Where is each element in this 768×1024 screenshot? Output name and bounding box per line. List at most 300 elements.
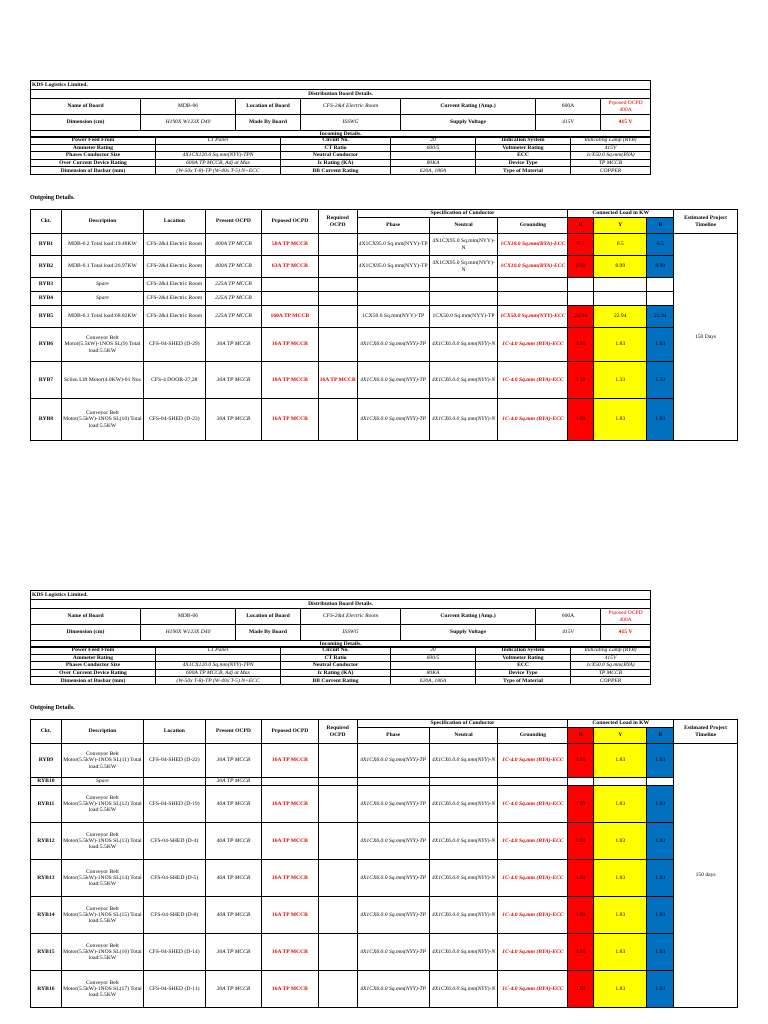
header-location: Location — [144, 720, 206, 744]
incoming-row — [31, 167, 651, 175]
present-ocpd-cell: 30A TP MCCB — [205, 744, 262, 778]
ckt-cell: RYB1 — [31, 234, 62, 256]
location-value: CFS-2&4 Electric Room — [301, 609, 401, 625]
load-b-cell: 1.83 — [647, 823, 674, 860]
load-y-cell: 1.83 — [594, 897, 647, 934]
neutral-cell: 4X1CX6.0.0 Sq.mm(NYY)-N — [429, 823, 498, 860]
current-value: 600A — [536, 609, 601, 625]
incoming-value — [156, 144, 281, 152]
neutral-cell — [429, 292, 498, 306]
ckt-cell: RYB10 — [31, 778, 62, 786]
present-ocpd-cell: 400A TP MCCB — [205, 256, 262, 278]
incoming-value: 4X1CX120.0 Sq.mm(NYY)-TPN — [156, 152, 281, 160]
present-ocpd-cell: 30A TP MCCB — [205, 328, 262, 362]
load-r-cell — [568, 278, 594, 292]
load-y-cell: 22.94 — [594, 306, 647, 328]
load-r-cell: 22.94 — [568, 306, 594, 328]
header-ckt: Ckt. — [31, 720, 62, 744]
incoming-value: 600/5 — [391, 144, 476, 152]
required-ocpd-cell — [318, 971, 357, 1008]
header-y: Y — [594, 218, 647, 234]
required-ocpd-cell — [318, 860, 357, 897]
location-cell: CFS-04-SHED (D-4) — [144, 823, 206, 860]
present-ocpd-cell: 40A TP MCCB — [205, 823, 262, 860]
incoming-label: Device Type — [476, 669, 571, 677]
ckt-cell: RYB6 — [31, 328, 62, 362]
phase-cell: 4X1CX6.0.0 Sq.mm(NYY)-TP — [357, 362, 429, 399]
proposed-ocpd: Prposed OCPD 400A — [601, 99, 651, 115]
location-cell: CFS-2&4 Electric Room — [144, 306, 206, 328]
proposed-ocpd-cell — [262, 278, 319, 292]
outgoing-label-1: Outgoing Details. — [30, 195, 75, 201]
load-r-cell: 1.83 — [568, 744, 594, 778]
load-b-cell: 1.83 — [647, 860, 674, 897]
load-y-cell: 6.5 — [594, 234, 647, 256]
location-cell: CFS-4 DOOR-27,28 — [144, 362, 206, 399]
phase-cell: 4X1CX6.0.0 Sq.mm(NYY)-TP — [357, 744, 429, 778]
description-cell: Conveyor Belt Motor(5.5kW)-1NOS SL(10) Total load:5.5KW — [61, 399, 143, 441]
proposed-ocpd-cell: 16A TP MCCB — [262, 328, 319, 362]
header-description: Description — [61, 210, 143, 234]
description-cell: Spare — [61, 278, 143, 292]
section-title: Distribution Board Details. — [31, 90, 651, 99]
table-row — [31, 934, 738, 971]
grounding-cell: 1CX50.0 Sq.mm(NYY)-ECC — [498, 306, 568, 328]
incoming-value: LT Panel — [156, 137, 281, 145]
outgoing-table-1 — [30, 209, 738, 441]
load-r-cell: 1.83 — [568, 860, 594, 897]
incoming-label: Type of Material — [476, 677, 571, 685]
supply-red: 415 V — [601, 115, 651, 131]
supply-red: 415 V — [601, 625, 651, 641]
load-b-cell — [647, 778, 674, 786]
proposed-ocpd-cell: 16A TP MCCB — [262, 744, 319, 778]
header-grounding: Grounding — [498, 218, 568, 234]
table-row — [31, 744, 738, 778]
timeline-cell: 150 days — [674, 744, 738, 1008]
phase-cell: 4X1CX6.0.0 Sq.mm(NYY)-TP — [357, 934, 429, 971]
table-row — [31, 823, 738, 860]
incoming-label: Circuit No. — [281, 137, 391, 145]
incoming-value — [391, 662, 476, 670]
required-ocpd-cell — [318, 292, 357, 306]
description-cell: Spare — [61, 778, 143, 786]
header-phase: Phase — [357, 218, 429, 234]
description-cell: Conveyor Belt Motor(5.5kW)-1NOS SL(13) Total load:5.5KW — [61, 823, 143, 860]
load-b-cell: 1.83 — [647, 786, 674, 823]
dimension-label: Dimension (cm) — [31, 625, 141, 641]
location-cell: CFS-04-SHED (D-8) — [144, 897, 206, 934]
incoming-value: 80KA — [391, 669, 476, 677]
incoming-row — [31, 144, 651, 152]
location-cell: CFS-04-SHED (D-14) — [144, 934, 206, 971]
incoming-label: Type of Material — [476, 167, 571, 175]
incoming-value: (W-50x T-8)-TP (W-40x T-5) N+ECC — [156, 677, 281, 685]
incoming-label: Dimension of Busbar (mm) — [31, 167, 156, 175]
table-row — [31, 860, 738, 897]
required-ocpd-cell — [318, 744, 357, 778]
grounding-cell: 1C-4.0 Sq.mm (BYA)-ECC — [498, 362, 568, 399]
table-row — [31, 399, 738, 441]
neutral-cell: 4X1CX6.0.0 Sq.mm(NYY)-N — [429, 744, 498, 778]
grounding-cell: 1CX10.0 Sq.mm(BYA)-ECC — [498, 256, 568, 278]
neutral-cell: 4X1CX6.0.0 Sq.mm(NYY)-N — [429, 971, 498, 1008]
company-name: KDS Logistics Limited. — [31, 81, 651, 90]
incoming-value: 415V — [571, 144, 651, 152]
present-ocpd-cell: 30A TP MCCB — [205, 778, 262, 786]
present-ocpd-cell: 225A TP MCCB — [205, 278, 262, 292]
description-cell: MDB-6.1 Total load:26.97KW — [61, 256, 143, 278]
grounding-cell — [498, 278, 568, 292]
load-b-cell — [647, 278, 674, 292]
incoming-label: Phases Conductor Size — [31, 152, 156, 160]
madeby-value: ISSWG — [301, 625, 401, 641]
incoming-title: Incoming Details. — [31, 641, 651, 648]
location-cell: CFS-2&4 Electric Room — [144, 278, 206, 292]
load-r-cell: 1.33 — [568, 362, 594, 399]
grounding-cell: 1C-4.0 Sq.mm (BYA)-ECC — [498, 934, 568, 971]
present-ocpd-cell: 30A TP MCCB — [205, 934, 262, 971]
location-cell: CFS-04-SHED (D-11) — [144, 971, 206, 1008]
header-neutral: Neutral — [429, 728, 498, 744]
header-present-ocpd: Present OCPD — [205, 720, 262, 744]
proposed-ocpd: Prposed OCPD 400A — [601, 609, 651, 625]
grounding-cell: 1C-4.0 Sq.mm (BYA)-ECC — [498, 399, 568, 441]
neutral-cell: 4X1CX6.0.0 Sq.mm(NYY)-N — [429, 362, 498, 399]
location-cell: CFS-04-SHED (D-19) — [144, 786, 206, 823]
incoming-label: Power Feed From — [31, 647, 156, 655]
load-b-cell: 1.83 — [647, 897, 674, 934]
neutral-cell: 1CX50.0 Sq.mm(NYY)-TP — [429, 306, 498, 328]
grounding-cell: 1C-4.0 Sq.mm (BYA)-ECC — [498, 786, 568, 823]
phase-cell: 4X1CX6.0.0 Sq.mm(NYY)-TP — [357, 860, 429, 897]
phase-cell: 4X1CX6.0.0 Sq.mm(NYY)-TP — [357, 897, 429, 934]
incoming-label: Ammeter Rating — [31, 654, 156, 662]
incoming-value: 600/5 — [391, 654, 476, 662]
grounding-cell: 1C-4.0 Sq.mm (BYA)-ECC — [498, 971, 568, 1008]
proposed-ocpd-cell: 16A TP MCCB — [262, 786, 319, 823]
phase-cell — [357, 778, 429, 786]
incoming-label: Ammeter Rating — [31, 144, 156, 152]
required-ocpd-cell — [318, 934, 357, 971]
incoming-row — [31, 647, 651, 655]
incoming-row — [31, 137, 651, 145]
required-ocpd-cell — [318, 306, 357, 328]
location-label: Location of Board — [236, 99, 301, 115]
grounding-cell: 1C-4.0 Sq.mm (BYA)-ECC — [498, 328, 568, 362]
header-proposed-ocpd: Prposed OCPD — [262, 720, 319, 744]
header-description: Description — [61, 720, 143, 744]
table-row — [31, 292, 738, 306]
load-r-cell — [568, 292, 594, 306]
incoming-value: COPPER — [571, 677, 651, 685]
incoming-label: Indication System — [476, 647, 571, 655]
grounding-cell: 1C-4.0 Sq.mm (BYA)-ECC — [498, 744, 568, 778]
header-timeline: Estimated Project Timeline — [674, 210, 738, 234]
current-value: 600A — [536, 99, 601, 115]
incoming-value: 1cX50.0 Sq.mm(BYA) — [571, 662, 651, 670]
outgoing-table-2 — [30, 719, 738, 1008]
incoming-row — [31, 159, 651, 167]
ckt-cell: RYB12 — [31, 823, 62, 860]
incoming-label: Neutral Conductor — [281, 152, 391, 160]
proposed-ocpd-cell: 63A TP MCCB — [262, 256, 319, 278]
ckt-cell: RYB11 — [31, 786, 62, 823]
header-spec: Specification of Conductor — [357, 210, 568, 218]
incoming-value: 620A, 186A — [391, 167, 476, 175]
incoming-value: 600A TP MCCB, Adj at Max — [156, 159, 281, 167]
incoming-row — [31, 152, 651, 160]
table-row — [31, 278, 738, 292]
phase-cell: 4X1CX95.0 Sq.mm(NYY)-TP — [357, 234, 429, 256]
incoming-value: 620A, 186A — [391, 677, 476, 685]
proposed-ocpd-cell: 10A TP MCCB — [262, 362, 319, 399]
location-cell: CFS-2&4 Electric Room — [144, 292, 206, 306]
required-ocpd-cell — [318, 234, 357, 256]
incoming-row — [31, 669, 651, 677]
load-r-cell: 1.83 — [568, 399, 594, 441]
load-r-cell: 1.83 — [568, 786, 594, 823]
grounding-cell — [498, 292, 568, 306]
location-label: Location of Board — [236, 609, 301, 625]
grounding-cell — [498, 778, 568, 786]
present-ocpd-cell: 30A TP MCCB — [205, 362, 262, 399]
table-row — [31, 328, 738, 362]
load-y-cell — [594, 292, 647, 306]
ckt-cell: RYB2 — [31, 256, 62, 278]
load-r-cell: 1.83 — [568, 971, 594, 1008]
incoming-value: 600A TP MCCB, Adj at Max — [156, 669, 281, 677]
header-y: Y — [594, 728, 647, 744]
header-b: B — [647, 218, 674, 234]
header-proposed-ocpd: Prposed OCPD — [262, 210, 319, 234]
ckt-cell: RYB9 — [31, 744, 62, 778]
incoming-label: ECC — [476, 152, 571, 160]
proposed-ocpd-cell: 50A TP MCCB — [262, 234, 319, 256]
phase-cell: 4X1CX6.0.0 Sq.mm(NYY)-TP — [357, 399, 429, 441]
present-ocpd-cell: 30A TP MCCB — [205, 399, 262, 441]
phase-cell — [357, 292, 429, 306]
load-b-cell — [647, 292, 674, 306]
section-title: Distribution Board Details. — [31, 600, 651, 609]
incoming-value: LT Panel — [156, 647, 281, 655]
ckt-cell: RYB4 — [31, 292, 62, 306]
header-connected-load: Connected Load in KW — [568, 720, 674, 728]
incoming-title: Incoming Details. — [31, 131, 651, 138]
proposed-ocpd-cell — [262, 292, 319, 306]
location-value: CFS-2&4 Electric Room — [301, 99, 401, 115]
name-label: Name of Board — [31, 609, 141, 625]
load-b-cell: 1.83 — [647, 971, 674, 1008]
madeby-label: Made By Board — [236, 115, 301, 131]
header-r: R — [568, 218, 594, 234]
description-cell: Spare — [61, 292, 143, 306]
load-y-cell: 1.83 — [594, 971, 647, 1008]
description-cell: Conveyor Belt Motor(5.5kW)-1NOS SL(16) Total load:5.5KW — [61, 934, 143, 971]
present-ocpd-cell: 40A TP MCCB — [205, 786, 262, 823]
incoming-label: Indication System — [476, 137, 571, 145]
proposed-ocpd-cell — [262, 778, 319, 786]
neutral-cell: 4X1CX6.0.0 Sq.mm(NYY)-N — [429, 897, 498, 934]
required-ocpd-cell — [318, 278, 357, 292]
ckt-cell: RYB14 — [31, 897, 62, 934]
incoming-value: TP MCCB — [571, 669, 651, 677]
incoming-label: Dimension of Busbar (mm) — [31, 677, 156, 685]
present-ocpd-cell: 40A TP MCCB — [205, 860, 262, 897]
grounding-cell: 1C-4.0 Sq.mm (BYA)-ECC — [498, 897, 568, 934]
neutral-cell: 4X1CX6.0.0 Sq.mm(NYY)-N — [429, 934, 498, 971]
incoming-value — [391, 152, 476, 160]
load-r-cell: 1.83 — [568, 897, 594, 934]
table-row — [31, 256, 738, 278]
present-ocpd-cell: 30A TP MCCB — [205, 971, 262, 1008]
incoming-row — [31, 662, 651, 670]
neutral-cell: 4X1CX6.0.0 Sq.mm(NYY)-N — [429, 328, 498, 362]
table-row — [31, 234, 738, 256]
name-value: MDB-06 — [141, 609, 236, 625]
load-y-cell: 1.83 — [594, 399, 647, 441]
current-label: Current Rating (Amp.) — [401, 99, 536, 115]
neutral-cell: 4X1CX6.0.0 Sq.mm(NYY)-N — [429, 399, 498, 441]
load-b-cell: 1.83 — [647, 744, 674, 778]
incoming-label: Power Feed From — [31, 137, 156, 145]
header-neutral: Neutral — [429, 218, 498, 234]
incoming-value: 20 — [391, 647, 476, 655]
name-label: Name of Board — [31, 99, 141, 115]
location-cell: CFS-2&4 Electric Room — [144, 234, 206, 256]
header-required-ocpd: Required OCPD — [318, 720, 357, 744]
neutral-cell: 4X1CX6.0.0 Sq.mm(NYY)-N — [429, 786, 498, 823]
incoming-label: Over Current Device Rating — [31, 159, 156, 167]
load-b-cell: 1.83 — [647, 328, 674, 362]
phase-cell: 4X1CX95.0 Sq.mm(NYY)-TP — [357, 256, 429, 278]
neutral-cell — [429, 778, 498, 786]
proposed-ocpd-cell: 16A TP MCCB — [262, 897, 319, 934]
incoming-label: BB Current Rating — [281, 677, 391, 685]
table-row — [31, 897, 738, 934]
dimension-label: Dimension (cm) — [31, 115, 141, 131]
incoming-details-1 — [30, 136, 651, 175]
supply-value: 415V — [536, 625, 601, 641]
header-ckt: Ckt. — [31, 210, 62, 234]
incoming-row — [31, 677, 651, 685]
location-cell: CFS-04-SHED (D-29) — [144, 328, 206, 362]
header-row — [31, 720, 738, 728]
phase-cell: 1CX50.0 Sq.mm(NYY)-TP — [357, 306, 429, 328]
incoming-details-2 — [30, 646, 651, 685]
incoming-label: Circuit No. — [281, 647, 391, 655]
description-cell: MDB-6.3 Total load:68.82KW — [61, 306, 143, 328]
dimension-value: H190X W123X D40 — [141, 625, 236, 641]
load-r-cell: 8.99 — [568, 256, 594, 278]
header-r: R — [568, 728, 594, 744]
incoming-label: Voltmeter Rating — [476, 654, 571, 662]
header-row — [31, 210, 738, 218]
load-r-cell — [568, 778, 594, 786]
load-y-cell: 8.99 — [594, 256, 647, 278]
incoming-value: TP MCCB — [571, 159, 651, 167]
neutral-cell: 4X1CX95.0 Sq.mm(NYY)-N — [429, 256, 498, 278]
description-cell: Conveyor Belt Motor(5.5kW)-1NOS SL(9) Total load:5.5KW — [61, 328, 143, 362]
header-b: B — [647, 728, 674, 744]
ckt-cell: RYB7 — [31, 362, 62, 399]
phase-cell: 4X1CX6.0.0 Sq.mm(NYY)-TP — [357, 786, 429, 823]
load-r-cell: 1.83 — [568, 328, 594, 362]
description-cell: Conveyor Belt Motor(5.5kW)-1NOS SL(15) Total load:5.5KW — [61, 897, 143, 934]
table-row — [31, 778, 738, 786]
load-b-cell: 1.83 — [647, 399, 674, 441]
table-row — [31, 786, 738, 823]
incoming-value: 1cX50.0 Sq.mm(BYA) — [571, 152, 651, 160]
proposed-ocpd-cell: 160A TP MCCB — [262, 306, 319, 328]
required-ocpd-cell — [318, 823, 357, 860]
proposed-ocpd-cell: 16A TP MCCB — [262, 823, 319, 860]
incoming-label: CT Ratio — [281, 144, 391, 152]
incoming-label: CT Ratio — [281, 654, 391, 662]
incoming-value: 4X1CX120.0 Sq.mm(NYY)-TPN — [156, 662, 281, 670]
location-cell: CFS-04-SHED (D-23) — [144, 399, 206, 441]
required-ocpd-cell — [318, 778, 357, 786]
incoming-value: 80KA — [391, 159, 476, 167]
supply-label: Supply Voltage — [401, 115, 536, 131]
ckt-cell: RYB3 — [31, 278, 62, 292]
phase-cell: 4X1CX6.0.0 Sq.mm(NYY)-TP — [357, 328, 429, 362]
load-y-cell: 1.83 — [594, 744, 647, 778]
load-y-cell: 1.33 — [594, 362, 647, 399]
header-connected-load: Connected Load in KW — [568, 210, 674, 218]
required-ocpd-cell — [318, 256, 357, 278]
incoming-label: Neutral Conductor — [281, 662, 391, 670]
header-spec: Specification of Conductor — [357, 720, 568, 728]
header-present-ocpd: Present OCPD — [205, 210, 262, 234]
current-label: Current Rating (Amp.) — [401, 609, 536, 625]
incoming-label: Phases Conductor Size — [31, 662, 156, 670]
present-ocpd-cell: 40A TP MCCB — [205, 897, 262, 934]
supply-label: Supply Voltage — [401, 625, 536, 641]
header-grounding: Grounding — [498, 728, 568, 744]
grounding-cell: 1CX10.0 Sq.mm(BYA)-ECC — [498, 234, 568, 256]
incoming-value: 20 — [391, 137, 476, 145]
load-b-cell: 1.33 — [647, 362, 674, 399]
description-cell: Conveyor Belt Motor(5.5kW)-1NOS SL(14) Total load:5.5KW — [61, 860, 143, 897]
load-b-cell: 1.83 — [647, 934, 674, 971]
present-ocpd-cell: 225A TP MCCB — [205, 292, 262, 306]
proposed-ocpd-cell: 16A TP MCCB — [262, 971, 319, 1008]
ckt-cell: RYB8 — [31, 399, 62, 441]
outgoing-label-2: Outgoing Details. — [30, 705, 75, 711]
load-y-cell: 1.83 — [594, 328, 647, 362]
header-location: Location — [144, 210, 206, 234]
incoming-row — [31, 654, 651, 662]
phase-cell: 4X1CX6.0.0 Sq.mm(NYY)-TP — [357, 823, 429, 860]
madeby-label: Made By Board — [236, 625, 301, 641]
present-ocpd-cell: 400A TP MCCB — [205, 234, 262, 256]
present-ocpd-cell: 225A TP MCCB — [205, 306, 262, 328]
header-timeline: Estimated Project Timeline — [674, 720, 738, 744]
required-ocpd-cell: 16A TP MCCB — [318, 362, 357, 399]
required-ocpd-cell — [318, 897, 357, 934]
location-cell: CFS-04-SHED (D-22) — [144, 744, 206, 778]
table-row — [31, 971, 738, 1008]
proposed-ocpd-cell: 16A TP MCCB — [262, 934, 319, 971]
table-row — [31, 362, 738, 399]
load-y-cell: 1.83 — [594, 786, 647, 823]
incoming-value: COPPER — [571, 167, 651, 175]
phase-cell: 4X1CX6.0.0 Sq.mm(NYY)-TP — [357, 971, 429, 1008]
required-ocpd-cell — [318, 328, 357, 362]
load-b-cell: 8.99 — [647, 256, 674, 278]
madeby-value: ISSWG — [301, 115, 401, 131]
